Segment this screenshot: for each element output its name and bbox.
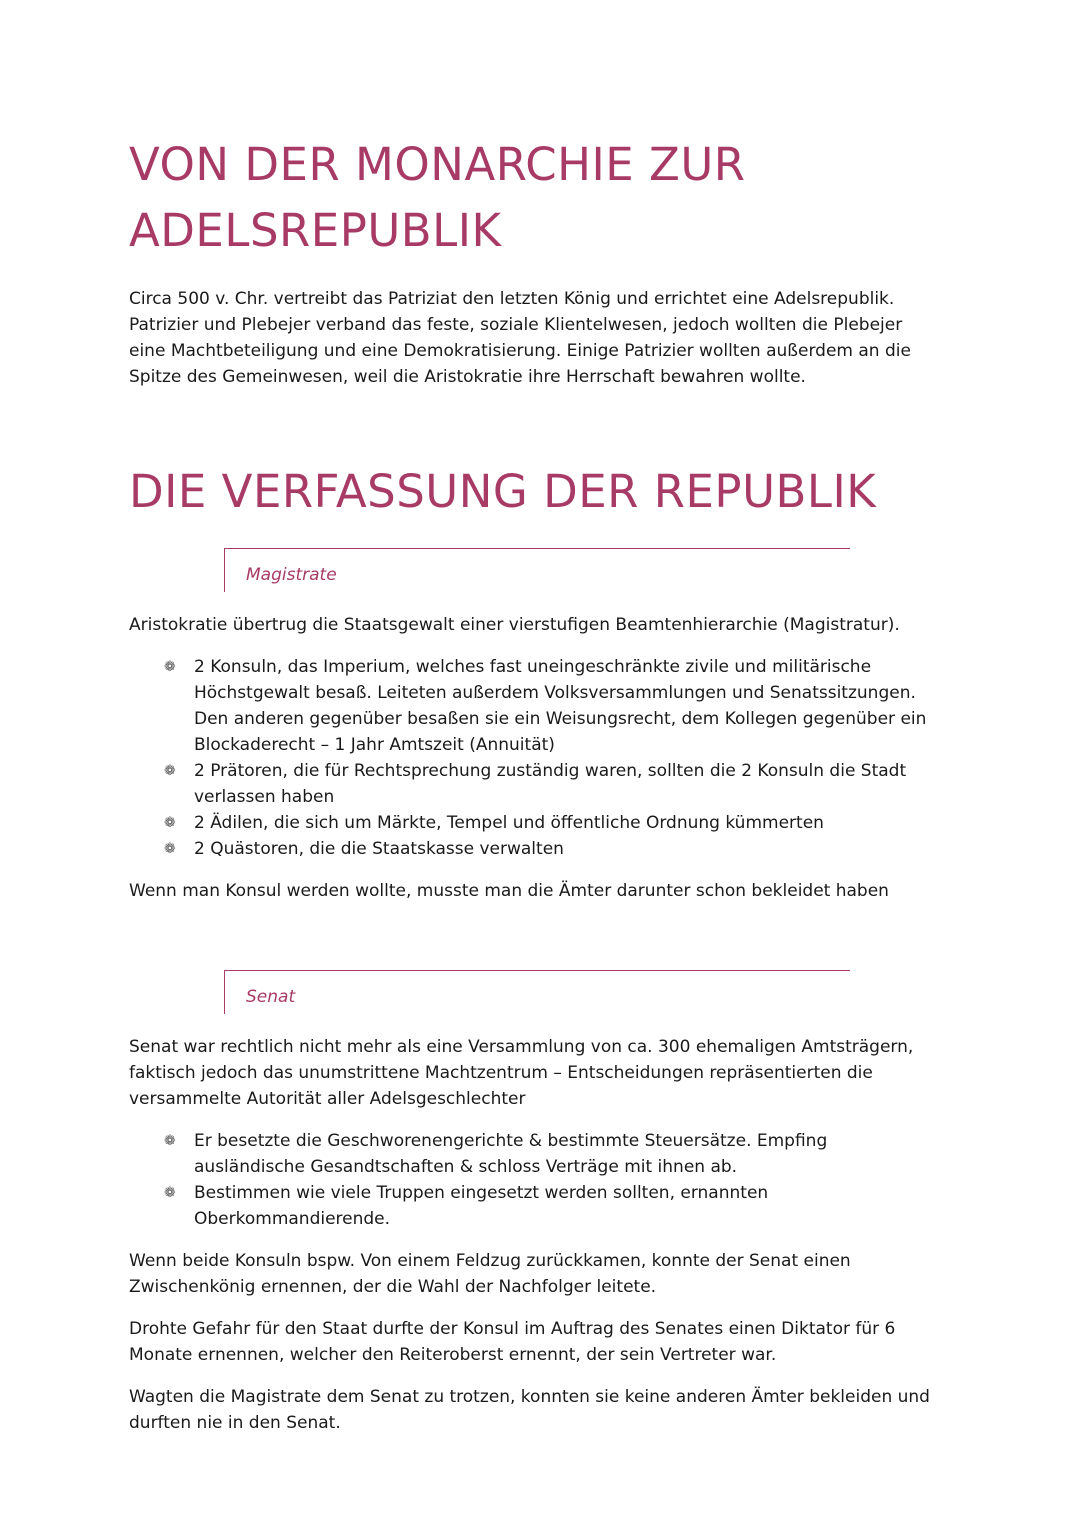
flower-bullet-icon: ❁ <box>164 1133 176 1149</box>
list-item: ❁ 2 Ädilen, die sich um Märkte, Tempel und öffentliche Ordnung kümmerten <box>194 810 940 836</box>
list-item: ❁ Bestimmen wie viele Truppen eingesetzt werden sollten, ernannten Oberkommandierende. <box>194 1180 940 1232</box>
list-item: ❁ 2 Quästoren, die die Staatskasse verwalten <box>194 836 940 862</box>
senate-list <box>129 1128 940 1232</box>
magistrate-outro: Wenn man Konsul werden wollte, musste man die Ämter darunter schon bekleidet haben <box>129 881 889 901</box>
section-title-monarchy: VON DER MONARCHIE ZUR ADELSREPUBLIK <box>129 138 746 257</box>
flower-bullet-icon: ❁ <box>164 763 176 779</box>
subheading-magistrate: Magistrate <box>224 548 850 592</box>
section-title-constitution: DIE VERFASSUNG DER REPUBLIK <box>129 465 877 518</box>
senate-intro: Senat war rechtlich nicht mehr als eine Versammlung von ca. 300 ehemaligen Amtsträgern, faktisch jedoch das unumstrittene Machtzentrum – Entscheidungen repräsentierten die versammelte Autorität aller Adelsgeschlechter <box>129 1037 914 1109</box>
flower-bullet-icon: ❁ <box>164 1185 176 1201</box>
flower-bullet-icon: ❁ <box>164 841 176 857</box>
list-item: ❁ Er besetzte die Geschworenengerichte & bestimmte Steuersätze. Empfing ausländische Gesandtschaften & schloss Verträge mit ihnen ab. <box>194 1128 940 1180</box>
senate-paragraph-interrex: Wenn beide Konsuln bspw. Von einem Feldzug zurückkamen, konnte der Senat einen Zwischenkönig ernennen, der die Wahl der Nachfolger leitete. <box>129 1251 851 1297</box>
list-item: ❁ 2 Prätoren, die für Rechtsprechung zuständig waren, sollten die 2 Konsuln die Stadt verlassen haben <box>194 758 940 810</box>
subheading-senate: Senat <box>224 970 850 1014</box>
magistrate-intro: Aristokratie übertrug die Staatsgewalt einer vierstufigen Beamtenhierarchie (Magistratur). <box>129 615 900 635</box>
magistrate-list <box>129 654 940 862</box>
list-item: ❁ 2 Konsuln, das Imperium, welches fast uneingeschränkte zivile und militärische Höchstgewalt besaß. Leiteten außerdem Volksversammlungen und Senatssitzungen. Den anderen gegenüber besaßen sie ein Weisungsrecht, dem Kollegen gegenüber ein Blockaderecht – 1 Jahr Amtszeit (Annuität) <box>194 654 940 758</box>
flower-bullet-icon: ❁ <box>164 815 176 831</box>
senate-paragraph-defiance: Wagten die Magistrate dem Senat zu trotzen, konnten sie keine anderen Ämter bekleiden und durften nie in den Senat. <box>129 1387 930 1433</box>
senate-paragraph-dictator: Drohte Gefahr für den Staat durfte der Konsul im Auftrag des Senates einen Diktator für 6 Monate ernennen, welcher den Reiteroberst ernennt, der sein Vertreter war. <box>129 1319 896 1365</box>
monarchy-paragraph: Circa 500 v. Chr. vertreibt das Patriziat den letzten König und errichtet eine Adelsrepublik. Patrizier und Plebejer verband das feste, soziale Klientelwesen, jedoch wollten die Plebejer eine Machtbeteiligung und eine Demokratisierung. Einige Patrizier wollten außerdem an die Spitze des Gemeinwesen, weil die Aristokratie ihre Herrschaft bewahren wollte. <box>129 289 911 387</box>
flower-bullet-icon: ❁ <box>164 659 176 675</box>
